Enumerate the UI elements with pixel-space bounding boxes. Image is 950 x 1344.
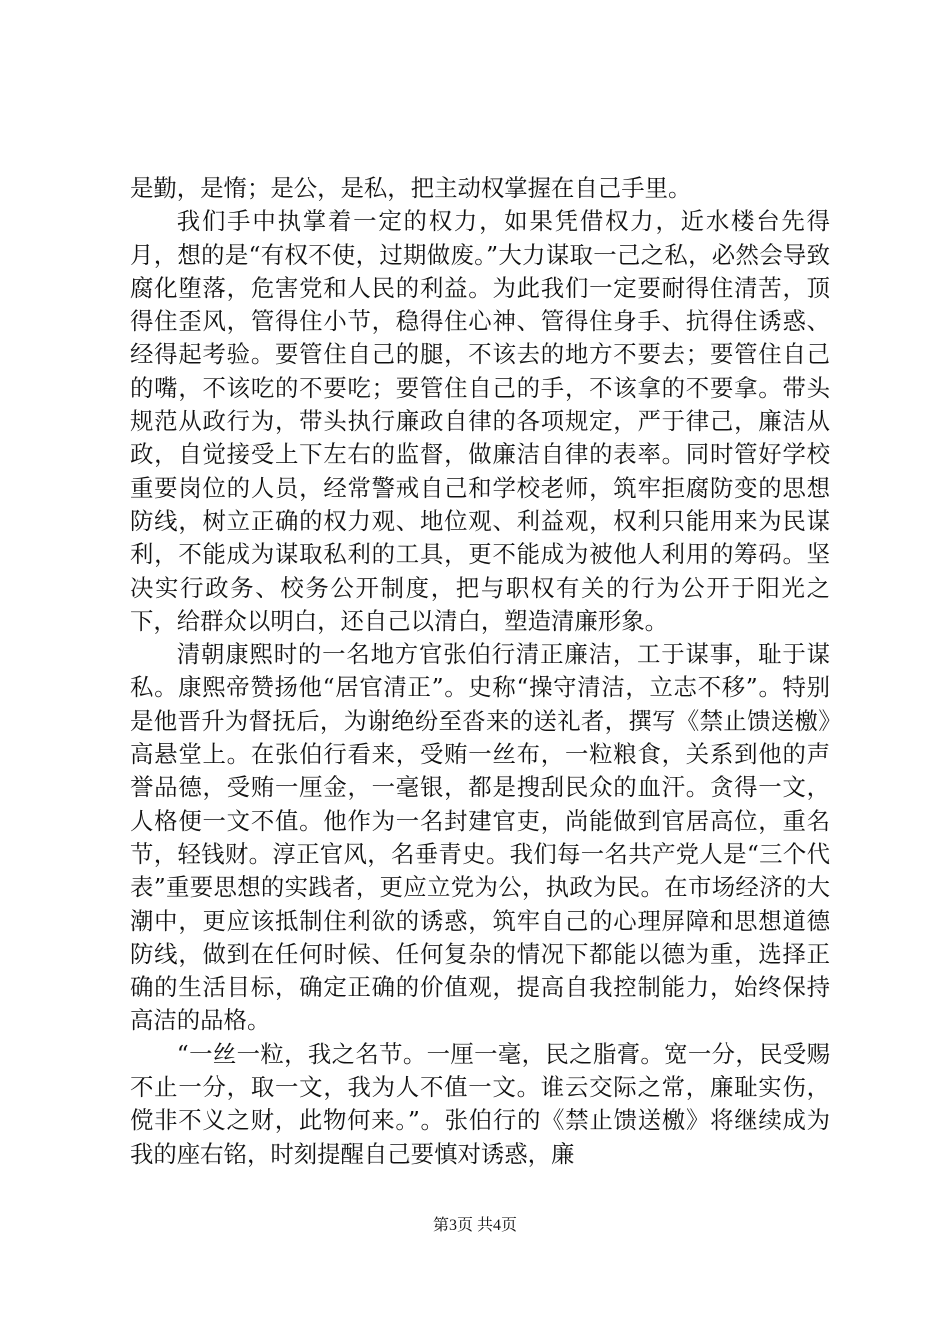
document-body — [130, 172, 830, 1171]
paragraph-4: “一丝一粒，我之名节。一厘一毫，民之脂膏。宽一分，民受赐不止一分，取一文，我为人不值一文。谁云交际之常，廉耻实伤，傥非不义之财，此物何来。”。张伯行的《禁止馈送檄》将继续成为我的座右铭，时刻提醒自己要慎对诱惑，廉 — [130, 1039, 830, 1168]
paragraph-3: 清朝康熙时的一名地方官张伯行清正廉洁，工于谋事，耻于谋私。康熙帝赞扬他“居官清正”。史称“操守清洁，立志不移”。特别是他晋升为督抚后，为谢绝纷至沓来的送礼者，撰写《禁止馈送檄》高悬堂上。在张伯行看来，受贿一丝布，一粒粮食，关系到他的声誉品德，受贿一厘金，一毫银，都是搜刮民众的血汗。贪得一文，人格便一文不值。他作为一名封建官吏，尚能做到官居高位，重名节，轻钱财。淳正官风，名垂青史。我们每一名共产党人是“三个代表”重要思想的实践者，更应立党为公，执政为民。在市场经济的大潮中，更应该抵制住利欲的诱惑，筑牢自己的心理屏障和思想道德防线，做到在任何时候、任何复杂的情况下都能以德为重，选择正确的生活目标，确定正确的价值观，提高自我控制能力，始终保持高洁的品格。 — [130, 640, 830, 1035]
page-number-footer: 第3页 共4页 — [432, 1217, 517, 1234]
paragraph-2: 我们手中执掌着一定的权力，如果凭借权力，近水楼台先得月，想的是“有权不使，过期做废。”大力谋取一己之私，必然会导致腐化堕落，危害党和人民的利益。为此我们一定要耐得住清苦，顶得住歪风，管得住小节，稳得住心神、管得住身手、抗得住诱惑、经得起考验。要管住自己的腿，不该去的地方不要去；要管住自己的嘴，不该吃的不要吃；要管住自己的手，不该拿的不要拿。带头规范从政行为，带头执行廉政自律的各项规定，严于律己，廉洁从政，自觉接受上下左右的监督，做廉洁自律的表率。同时管好学校重要岗位的人员，经常警戒自己和学校老师，筑牢拒腐防变的思想防线，树立正确的权力观、地位观、利益观，权利只能用来为民谋利，不能成为谋取私利的工具，更不能成为被他人利用的筹码。坚决实行政务、校务公开制度，把与职权有关的行为公开于阳光之下，给群众以明白，还自己以清白，塑造清廉形象。 — [130, 207, 830, 635]
paragraph-1: 是勤，是惰；是公，是私，把主动权掌握在自己手里。 — [130, 174, 692, 202]
